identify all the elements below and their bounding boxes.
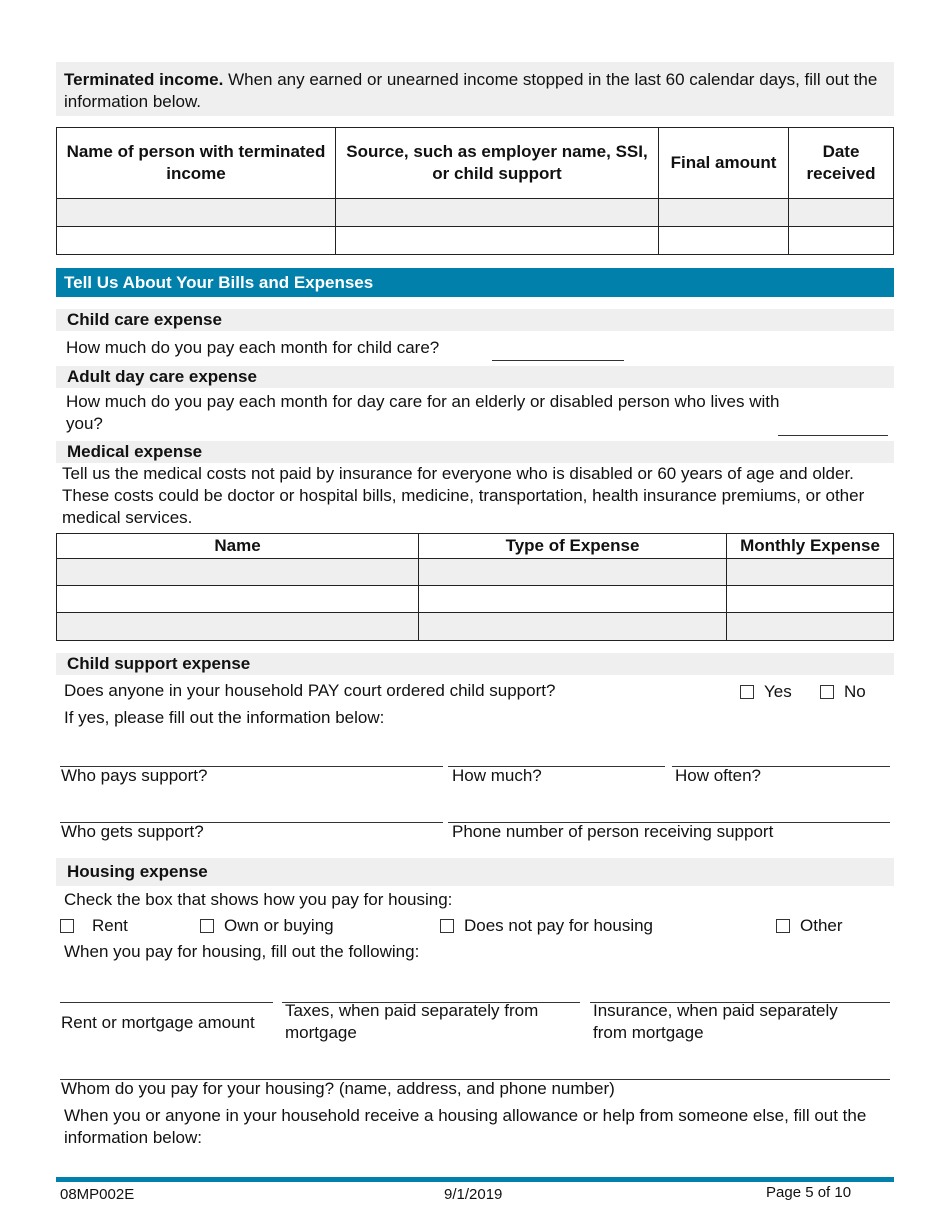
child-care-question: How much do you pay each month for child care? xyxy=(66,338,440,357)
housing-fill-instruction: When you pay for housing, fill out the following: xyxy=(64,942,420,961)
col-type: Type of Expense xyxy=(419,534,727,559)
rent-amount-field[interactable] xyxy=(60,1002,273,1003)
table-row[interactable] xyxy=(57,227,894,255)
how-much-label: How much? xyxy=(452,766,542,785)
checkbox-icon xyxy=(776,919,790,933)
page-number: Page 5 of 10 xyxy=(766,1184,852,1201)
child-support-question: Does anyone in your household PAY court ordered child support? xyxy=(64,681,556,700)
col-monthly: Monthly Expense xyxy=(727,534,894,559)
adult-care-amount-field[interactable] xyxy=(778,435,888,436)
child-care-heading: Child care expense xyxy=(56,309,894,331)
col-date-received: Date received xyxy=(789,128,894,199)
housing-heading: Housing expense xyxy=(56,858,894,886)
form-date: 9/1/2019 xyxy=(444,1186,503,1203)
medical-text: Tell us the medical costs not paid by insurance for everyone who is disabled or 60 years of age and older. These costs could be doctor or hospital bills, medicine, transportation, health insurance premiums, or other medical services. xyxy=(62,464,865,527)
table-row[interactable] xyxy=(57,559,894,586)
child-support-heading: Child support expense xyxy=(56,653,894,675)
checkbox-icon xyxy=(740,685,754,699)
col-name: Name xyxy=(57,534,419,559)
phone-label: Phone number of person receiving support xyxy=(452,822,774,841)
adult-care-heading: Adult day care expense xyxy=(56,366,894,388)
checkbox-icon xyxy=(60,919,74,933)
child-care-amount-field[interactable] xyxy=(492,360,624,361)
yes-checkbox[interactable]: Yes xyxy=(740,681,792,703)
section-header: Tell Us About Your Bills and Expenses xyxy=(56,268,894,297)
table-row[interactable] xyxy=(57,586,894,613)
table-row[interactable] xyxy=(57,613,894,641)
whom-label: Whom do you pay for your housing? (name, address, and phone number) xyxy=(61,1079,615,1098)
other-checkbox[interactable]: Other xyxy=(776,915,843,937)
insurance-label: Insurance, when paid separately from mortgage xyxy=(593,1001,838,1042)
own-checkbox[interactable]: Own or buying xyxy=(200,915,334,937)
adult-care-question: How much do you pay each month for day care for an elderly or disabled person who lives with you? xyxy=(66,392,780,433)
medical-table xyxy=(56,533,894,641)
col-name: Name of person with terminated income xyxy=(57,128,336,199)
col-final-amount: Final amount xyxy=(659,128,789,199)
table-row[interactable] xyxy=(57,199,894,227)
allowance-text: When you or anyone in your household receive a housing allowance or help from someone else, fill out the information below: xyxy=(64,1106,867,1147)
checkbox-icon xyxy=(200,919,214,933)
who-pays-label: Who pays support? xyxy=(61,766,208,785)
col-source: Source, such as employer name, SSI, or child support xyxy=(336,128,659,199)
medical-heading: Medical expense xyxy=(56,441,894,463)
checkbox-icon xyxy=(820,685,834,699)
housing-instruction: Check the box that shows how you pay for housing: xyxy=(64,890,453,909)
checkbox-icon xyxy=(440,919,454,933)
child-support-instruction: If yes, please fill out the information below: xyxy=(64,708,385,727)
how-often-label: How often? xyxy=(675,766,761,785)
terminated-income-table xyxy=(56,127,894,255)
form-id: 08MP002E xyxy=(60,1186,135,1203)
rent-checkbox[interactable]: Rent xyxy=(60,915,128,937)
no-checkbox[interactable]: No xyxy=(820,681,866,703)
rent-amount-label: Rent or mortgage amount xyxy=(61,1013,255,1032)
who-gets-label: Who gets support? xyxy=(61,822,204,841)
no-pay-checkbox[interactable]: Does not pay for housing xyxy=(440,915,653,937)
terminated-income-intro: Terminated income. When any earned or unearned income stopped in the last 60 calendar days, fill out the information below. xyxy=(56,62,894,116)
taxes-label: Taxes, when paid separately from mortgage xyxy=(285,1001,539,1042)
